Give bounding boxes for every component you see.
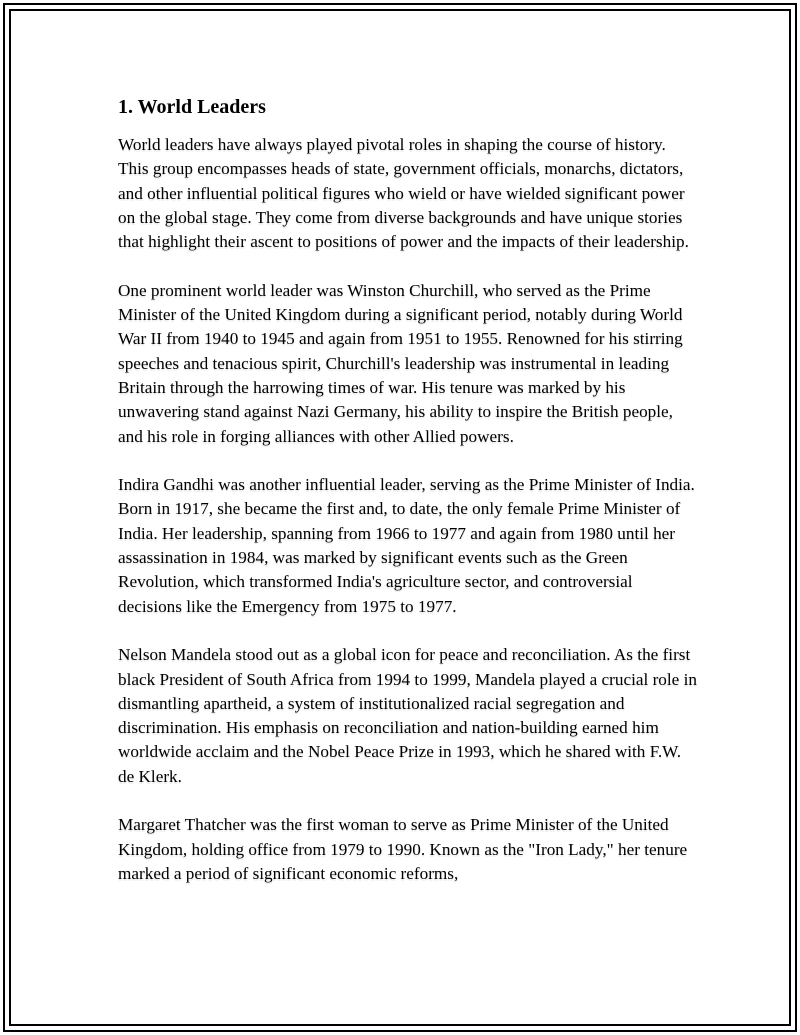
section-title: 1. World Leaders	[118, 96, 266, 118]
document-body	[118, 94, 698, 911]
paragraph-gandhi: Indira Gandhi was another influential leader, serving as the Prime Minister of India. Born in 1917, she became the first and, to date, the only female Prime Minister of India. Her leadership, spanning from 1966 to 1977 and again from 1980 until her assassination in 1984, was marked by significant events such as the Green Revolution, which transformed India's agriculture sector, and controversial decisions like the Emergency from 1975 to 1977.	[118, 475, 695, 616]
paragraph-mandela: Nelson Mandela stood out as a global icon for peace and reconciliation. As the first black President of South Africa from 1994 to 1999, Mandela played a crucial role in dismantling apartheid, a system of institutionalized racial segregation and discrimination. His emphasis on reconciliation and nation-building earned him worldwide acclaim and the Nobel Peace Prize in 1993, which he shared with F.W. de Klerk.	[118, 645, 697, 786]
paragraph-thatcher: Margaret Thatcher was the first woman to serve as Prime Minister of the United Kingdom, holding office from 1979 to 1990. Known as the "Iron Lady," her tenure marked a period of significant economic reforms,	[118, 815, 688, 883]
paragraph-churchill: One prominent world leader was Winston Churchill, who served as the Prime Minister of the United Kingdom during a significant period, notably during World War II from 1940 to 1945 and again from 1951 to 1955. Renowned for his stirring speeches and tenacious spirit, Churchill's leadership was instrumental in leading Britain through the harrowing times of war. His tenure was marked by his unwavering stand against Nazi Germany, his ability to inspire the British people, and his role in forging alliances with other Allied powers.	[118, 280, 683, 446]
paragraph-intro: World leaders have always played pivotal roles in shaping the course of history. This group encompasses heads of state, government officials, monarchs, dictators, and other influential political figures who wield or have wielded significant power on the global stage. They come from diverse backgrounds and have unique stories that highlight their ascent to positions of power and the impacts of their leadership.	[118, 135, 689, 252]
